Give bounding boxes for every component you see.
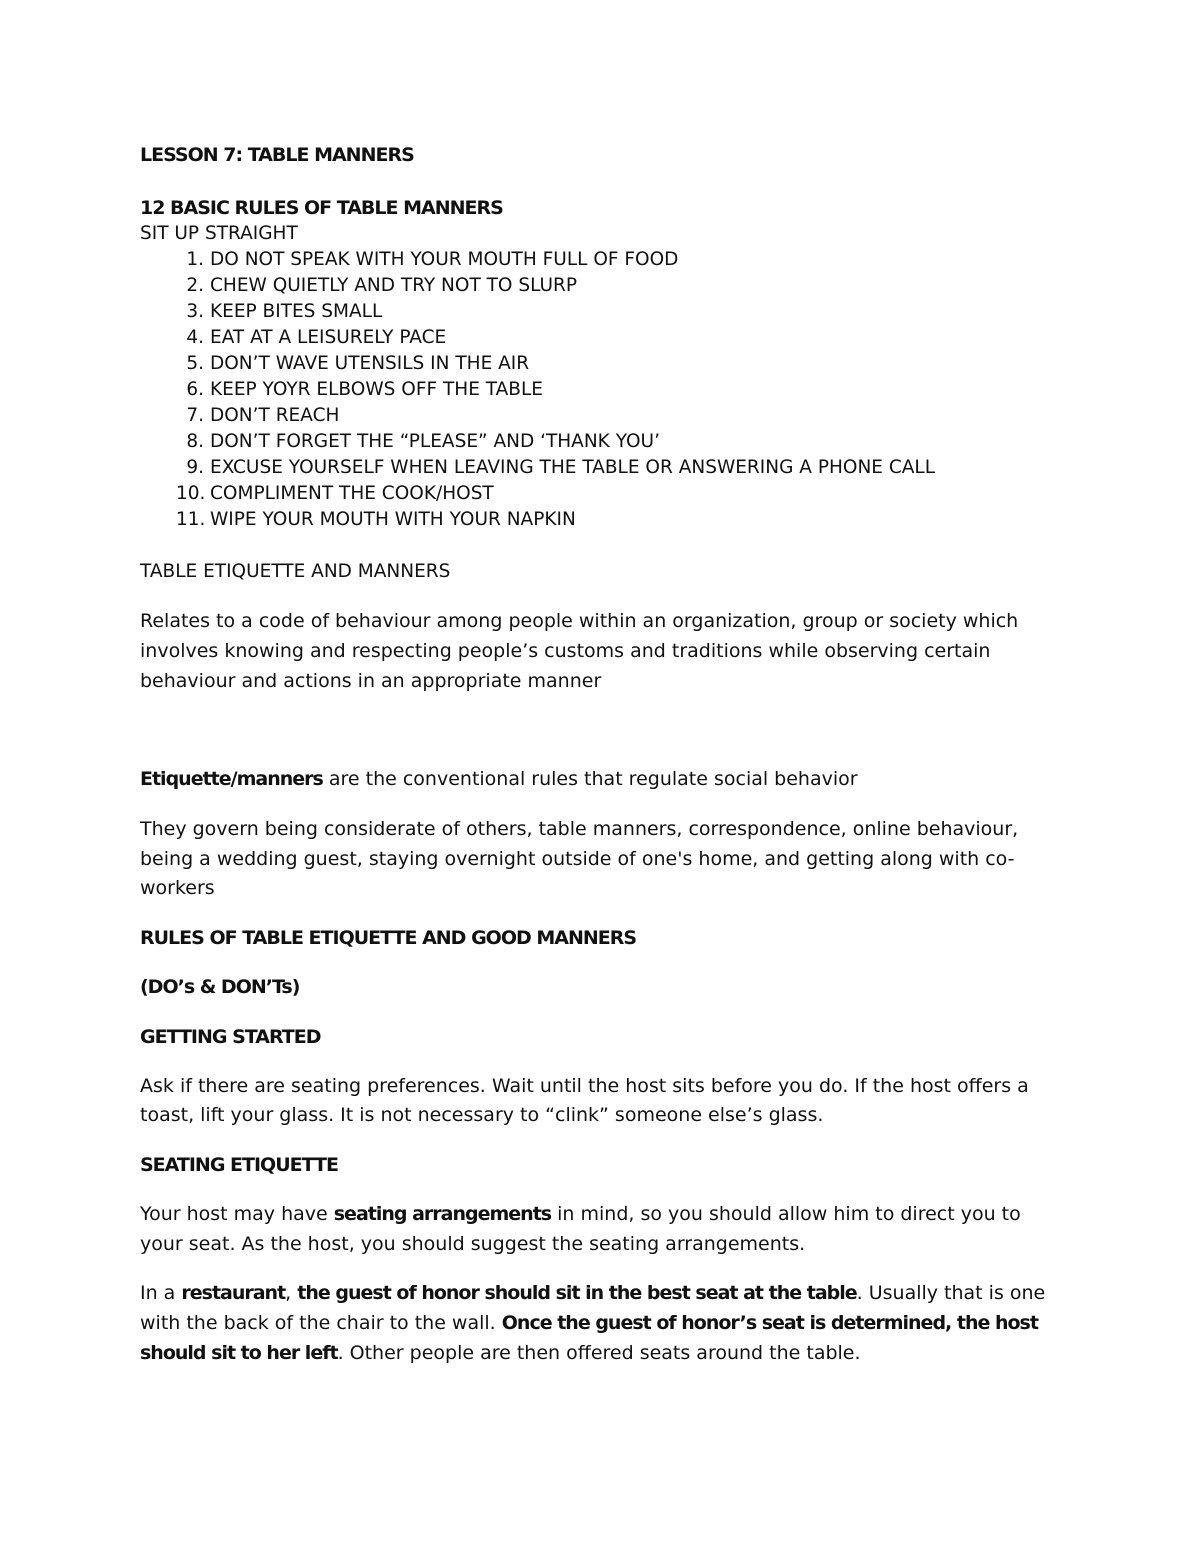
getting-started-heading: GETTING STARTED [140, 1026, 321, 1048]
list-item: 10. COMPLIMENT THE COOK/HOST [176, 483, 494, 504]
getting-started-line: toast, lift your glass. It is not necessary to “clink” someone else’s glass. [140, 1104, 824, 1126]
list-item: 9. EXCUSE YOURSELF WHEN LEAVING THE TABLE OR ANSWERING A PHONE CALL [186, 457, 936, 478]
seating-heading: SEATING ETIQUETTE [140, 1154, 338, 1176]
dos-donts-heading: (DO’s & DON’Ts) [140, 976, 300, 998]
seating-paragraph-line: In a restaurant, the guest of honor should sit in the best seat at the table. Usually that is one [140, 1282, 1046, 1304]
seating-paragraph-line: your seat. As the host, you should suggest the seating arrangements. [140, 1233, 806, 1255]
definition-line: involves knowing and respecting people’s customs and traditions while observing certain [140, 640, 991, 662]
govern-line: workers [140, 877, 215, 899]
seating-paragraph-line: Your host may have seating arrangements in mind, so you should allow him to direct you to [140, 1203, 1021, 1225]
getting-started-line: Ask if there are seating preferences. Wait until the host sits before you do. If the host offers a [140, 1075, 1029, 1097]
etiquette-definition: Etiquette/manners are the conventional rules that regulate social behavior [140, 768, 858, 790]
list-item: 6. KEEP YOYR ELBOWS OFF THE TABLE [186, 379, 543, 400]
etiquette-heading: TABLE ETIQUETTE AND MANNERS [140, 561, 451, 582]
list-item: 11. WIPE YOUR MOUTH WITH YOUR NAPKIN [176, 509, 576, 530]
list-item: 7. DON’T REACH [186, 405, 340, 426]
seating-paragraph-line: should sit to her left. Other people are then offered seats around the table. [140, 1342, 861, 1364]
definition-line: behaviour and actions in an appropriate manner [140, 670, 602, 692]
lesson-title: LESSON 7: TABLE MANNERS [140, 144, 414, 166]
rules-first-item: SIT UP STRAIGHT [140, 223, 298, 244]
seating-paragraph-line: with the back of the chair to the wall. Once the guest of honor’s seat is determined, the host [140, 1312, 1038, 1334]
list-item: 5. DON’T WAVE UTENSILS IN THE AIR [186, 353, 530, 374]
list-item: 1. DO NOT SPEAK WITH YOUR MOUTH FULL OF FOOD [186, 249, 679, 270]
list-item: 4. EAT AT A LEISURELY PACE [186, 327, 447, 348]
rules-etiquette-heading: RULES OF TABLE ETIQUETTE AND GOOD MANNERS [140, 927, 637, 949]
govern-line: They govern being considerate of others, table manners, correspondence, online behaviour, [140, 818, 1019, 840]
list-item: 3. KEEP BITES SMALL [186, 301, 383, 322]
etiquette-term: Etiquette/manners [140, 768, 323, 790]
definition-line: Relates to a code of behaviour among people within an organization, group or society which [140, 610, 1019, 632]
govern-line: being a wedding guest, staying overnight outside of one's home, and getting along with co- [140, 848, 1015, 870]
list-item: 2. CHEW QUIETLY AND TRY NOT TO SLURP [186, 275, 578, 296]
list-item: 8. DON’T FORGET THE “PLEASE” AND ‘THANK YOU’ [186, 431, 660, 452]
rules-heading: 12 BASIC RULES OF TABLE MANNERS [140, 197, 503, 219]
